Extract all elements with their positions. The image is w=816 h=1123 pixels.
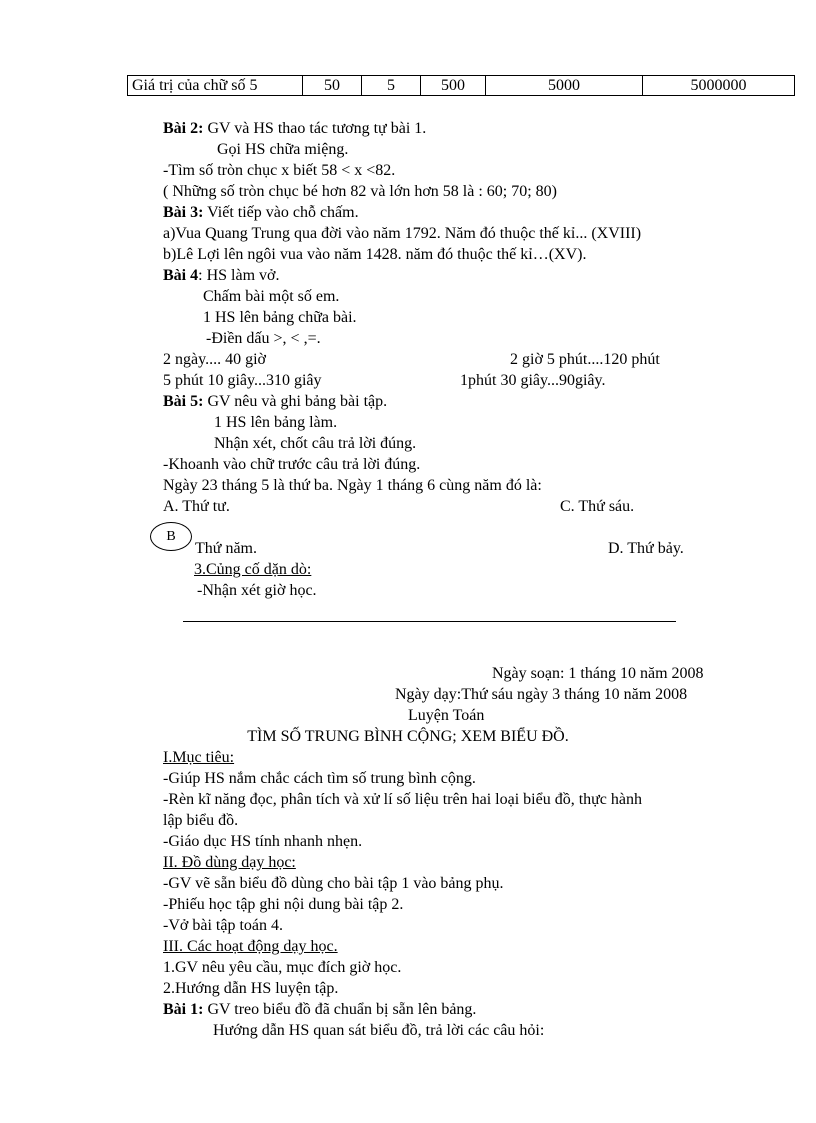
dodung-3: -Vở bài tập toán 4.: [163, 917, 283, 934]
bai4-line: [163, 266, 279, 286]
lesson-title: TÌM SỐ TRUNG BÌNH CỘNG; XEM BIỂU ĐỒ.: [247, 728, 569, 745]
bai4-line2: Chấm bài một số em.: [203, 288, 340, 305]
bai5-line3: Nhận xét, chốt câu trả lời đúng.: [214, 435, 417, 452]
ngay-soan: Ngày soạn: 1 tháng 10 năm 2008: [492, 665, 704, 682]
bai5-line4: -Khoanh vào chữ trước câu trả lời đúng.: [163, 456, 421, 473]
bai3-title: Bài 3:: [163, 204, 204, 221]
bai2-title: Bài 2:: [163, 120, 204, 137]
muctieu-1: -Giúp HS nắm chắc cách tìm số trung bình cộng.: [163, 770, 476, 787]
bai2-line4: ( Những số tròn chục bé hơn 82 và lớn hơn 58 là : 60; 70; 80): [163, 183, 557, 200]
bai1-line: [163, 1000, 476, 1020]
bai2-line: [163, 119, 426, 139]
bai5-option-b: Thứ năm.: [195, 540, 257, 557]
subject: Luyện Toán: [408, 707, 485, 724]
bai3-line: [163, 203, 359, 223]
bai4-r1-right: 2 giờ 5 phút....120 phút: [510, 351, 660, 368]
bai5-option-d: D. Thứ bảy.: [608, 540, 684, 557]
bai3-b: b)Lê Lợi lên ngôi vua vào năm 1428. năm đó thuộc thế kỉ…(XV).: [163, 246, 587, 263]
bai2-text: GV và HS thao tác tương tự bài 1.: [207, 120, 427, 137]
bai4-line4: -Điền dấu >, < ,=.: [206, 330, 321, 347]
table-cell: 5000000: [643, 76, 795, 96]
bai3-text: Viết tiếp vào chỗ chấm.: [207, 204, 359, 221]
muctieu-title: I.Mục tiêu:: [163, 749, 235, 766]
cungco-title: 3.Củng cố dặn dò:: [194, 561, 312, 578]
muctieu-2a: -Rèn kĩ năng đọc, phân tích và xử lí số liệu trên hai loại biểu đồ, thực hành: [163, 791, 643, 808]
bai4-title: Bài 4: [163, 267, 199, 284]
dodung-title: II. Đồ dùng dạy học:: [163, 854, 296, 871]
bai2-line2: Gọi HS chữa miệng.: [217, 141, 349, 158]
bai4-r2-left: 5 phút 10 giây...310 giây: [163, 372, 322, 389]
bai2-line3: -Tìm số tròn chục x biết 58 < x <82.: [163, 162, 396, 179]
cungco-text: -Nhận xét giờ học.: [197, 582, 317, 599]
bai3-a: a)Vua Quang Trung qua đời vào năm 1792. Năm đó thuộc thế kỉ... (XVIII): [163, 225, 642, 242]
bai4-r1-left: 2 ngày.... 40 giờ: [163, 351, 266, 368]
hoatdong-1: 1.GV nêu yêu cầu, mục đích giờ học.: [163, 959, 402, 976]
circled-answer-b: B: [150, 522, 192, 551]
section-divider: [183, 621, 676, 622]
dodung-2: -Phiếu học tập ghi nội dung bài tập 2.: [163, 896, 404, 913]
bai4-r2-right: 1phút 30 giây...90giây.: [460, 372, 606, 389]
hoatdong-title: III. Các hoạt động dạy học.: [163, 938, 338, 955]
hoatdong-2: 2.Hướng dẫn HS luyện tập.: [163, 980, 339, 997]
table-cell: 500: [421, 76, 486, 96]
bai5-text: GV nêu và ghi bảng bài tập.: [207, 393, 388, 410]
bai4-line3: 1 HS lên bảng chữa bài.: [203, 309, 357, 326]
bai5-line2: 1 HS lên bảng làm.: [214, 414, 338, 431]
bai5-title: Bài 5:: [163, 393, 204, 410]
table-cell: 5: [362, 76, 421, 96]
muctieu-2b: lập biểu đồ.: [163, 812, 239, 829]
table-cell: 50: [303, 76, 362, 96]
table-header-cell: Giá trị của chữ số 5: [128, 76, 303, 96]
bai5-line: [163, 392, 387, 412]
bai4-text: : HS làm vở.: [198, 267, 280, 284]
muctieu-3: -Giáo dục HS tính nhanh nhẹn.: [163, 833, 363, 850]
bai1-title: Bài 1:: [163, 1001, 204, 1018]
table-cell: 5000: [486, 76, 643, 96]
bai1-line2: Hướng dẫn HS quan sát biểu đồ, trả lời các câu hỏi:: [213, 1022, 545, 1039]
bai5-option-c: C. Thứ sáu.: [560, 498, 635, 515]
bai5-question: Ngày 23 tháng 5 là thứ ba. Ngày 1 tháng 6 cùng năm đó là:: [163, 477, 542, 494]
bai1-text: GV treo biểu đồ đã chuẩn bị sẵn lên bảng.: [207, 1001, 477, 1018]
table-row: [128, 76, 795, 96]
dodung-1: -GV vẽ sẵn biểu đồ dùng cho bài tập 1 vào bảng phụ.: [163, 875, 504, 892]
bai5-option-a: A. Thứ tư.: [163, 498, 230, 515]
digit-value-table: [127, 75, 795, 96]
ngay-day: Ngày dạy:Thứ sáu ngày 3 tháng 10 năm 2008: [395, 686, 688, 703]
